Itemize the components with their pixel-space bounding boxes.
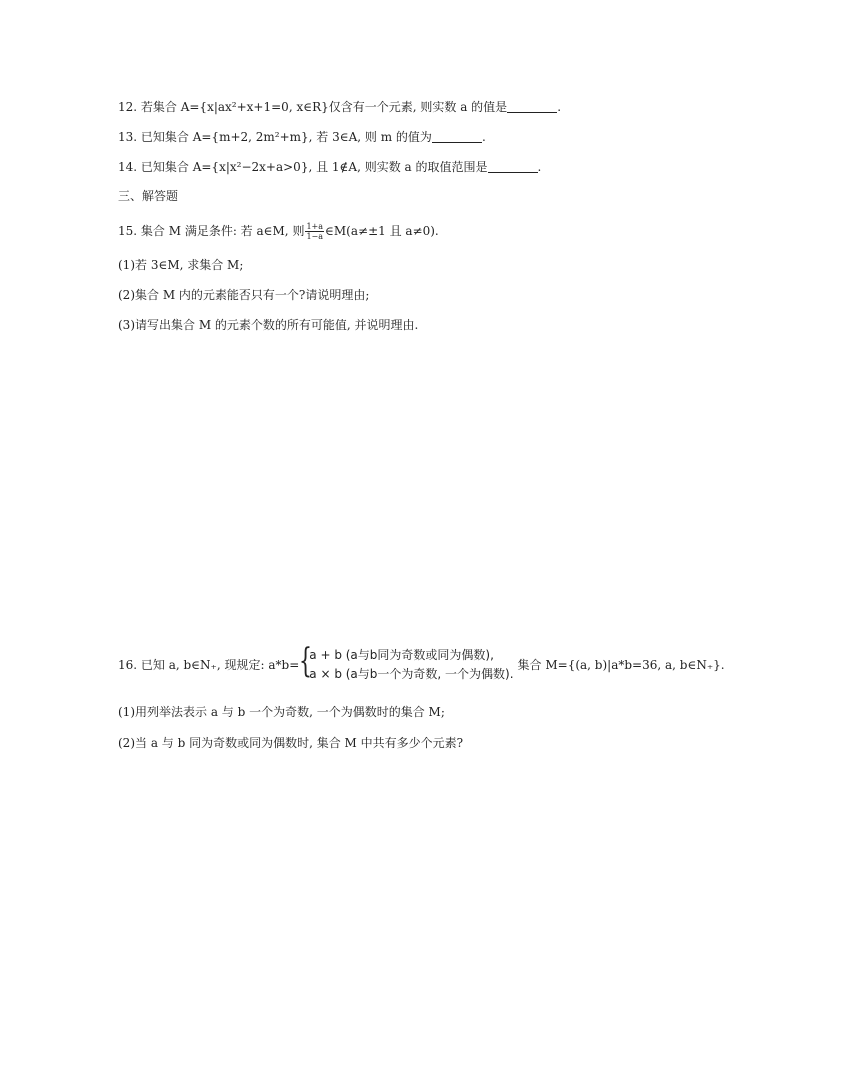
problem-13 — [118, 129, 486, 145]
problem-13-text: 13. 已知集合 A={m+2, 2m²+m}, 若 3∈A, 则 m 的值为 — [118, 130, 432, 144]
problem-13-period: . — [481, 130, 486, 144]
problem-12 — [118, 99, 561, 115]
section-heading: 三、解答题 — [118, 189, 179, 203]
answer-blank-13[interactable] — [432, 130, 482, 143]
piecewise-definition — [299, 641, 514, 684]
problem-15-suffix: ∈M(a≠±1 且 a≠0). — [325, 224, 439, 238]
piecewise-case-1: a + b (a与b同为奇数或同为偶数), — [309, 648, 494, 662]
problem-14-text: 14. 已知集合 A={x|x²−2x+a>0}, 且 1∉A, 则实数 a 的取值范围是 — [118, 160, 488, 174]
problem-14-period: . — [537, 160, 542, 174]
fraction-numerator: 1+a — [306, 222, 324, 231]
problem-12-text: 12. 若集合 A={x|ax²+x+1=0, x∈R}仅含有一个元素, 则实数 a 的值是 — [118, 100, 508, 114]
answer-blank-14[interactable] — [488, 160, 538, 173]
problem-15-sub1: (1)若 3∈M, 求集合 M; — [118, 258, 244, 272]
problem-16-sub2: (2)当 a 与 b 同为奇数或同为偶数时, 集合 M 中共有多少个元素? — [118, 736, 464, 750]
problem-12-period: . — [557, 100, 562, 114]
problem-15 — [118, 222, 439, 241]
problem-16-suffix: 集合 M={(a, b)|a*b=36, a, b∈N₊}. — [517, 658, 725, 672]
fraction-denominator: 1−a — [306, 232, 324, 241]
fraction — [305, 222, 324, 241]
problem-14 — [118, 159, 541, 175]
problem-15-sub3: (3)请写出集合 M 的元素个数的所有可能值, 并说明理由. — [118, 318, 419, 332]
problem-15-prefix: 15. 集合 M 满足条件: 若 a∈M, 则 — [118, 224, 305, 238]
left-brace-icon: { — [299, 641, 313, 681]
answer-blank-12[interactable] — [507, 100, 557, 113]
problem-16-sub1: (1)用列举法表示 a 与 b 一个为奇数, 一个为偶数时的集合 M; — [118, 705, 445, 719]
problem-15-sub2: (2)集合 M 内的元素能否只有一个?请说明理由; — [118, 288, 370, 302]
problem-16-prefix: 16. 已知 a, b∈N₊, 现规定: a*b= — [118, 658, 300, 672]
problem-16 — [118, 641, 725, 684]
piecewise-case-2: a × b (a与b一个为奇数, 一个为偶数). — [309, 667, 514, 681]
